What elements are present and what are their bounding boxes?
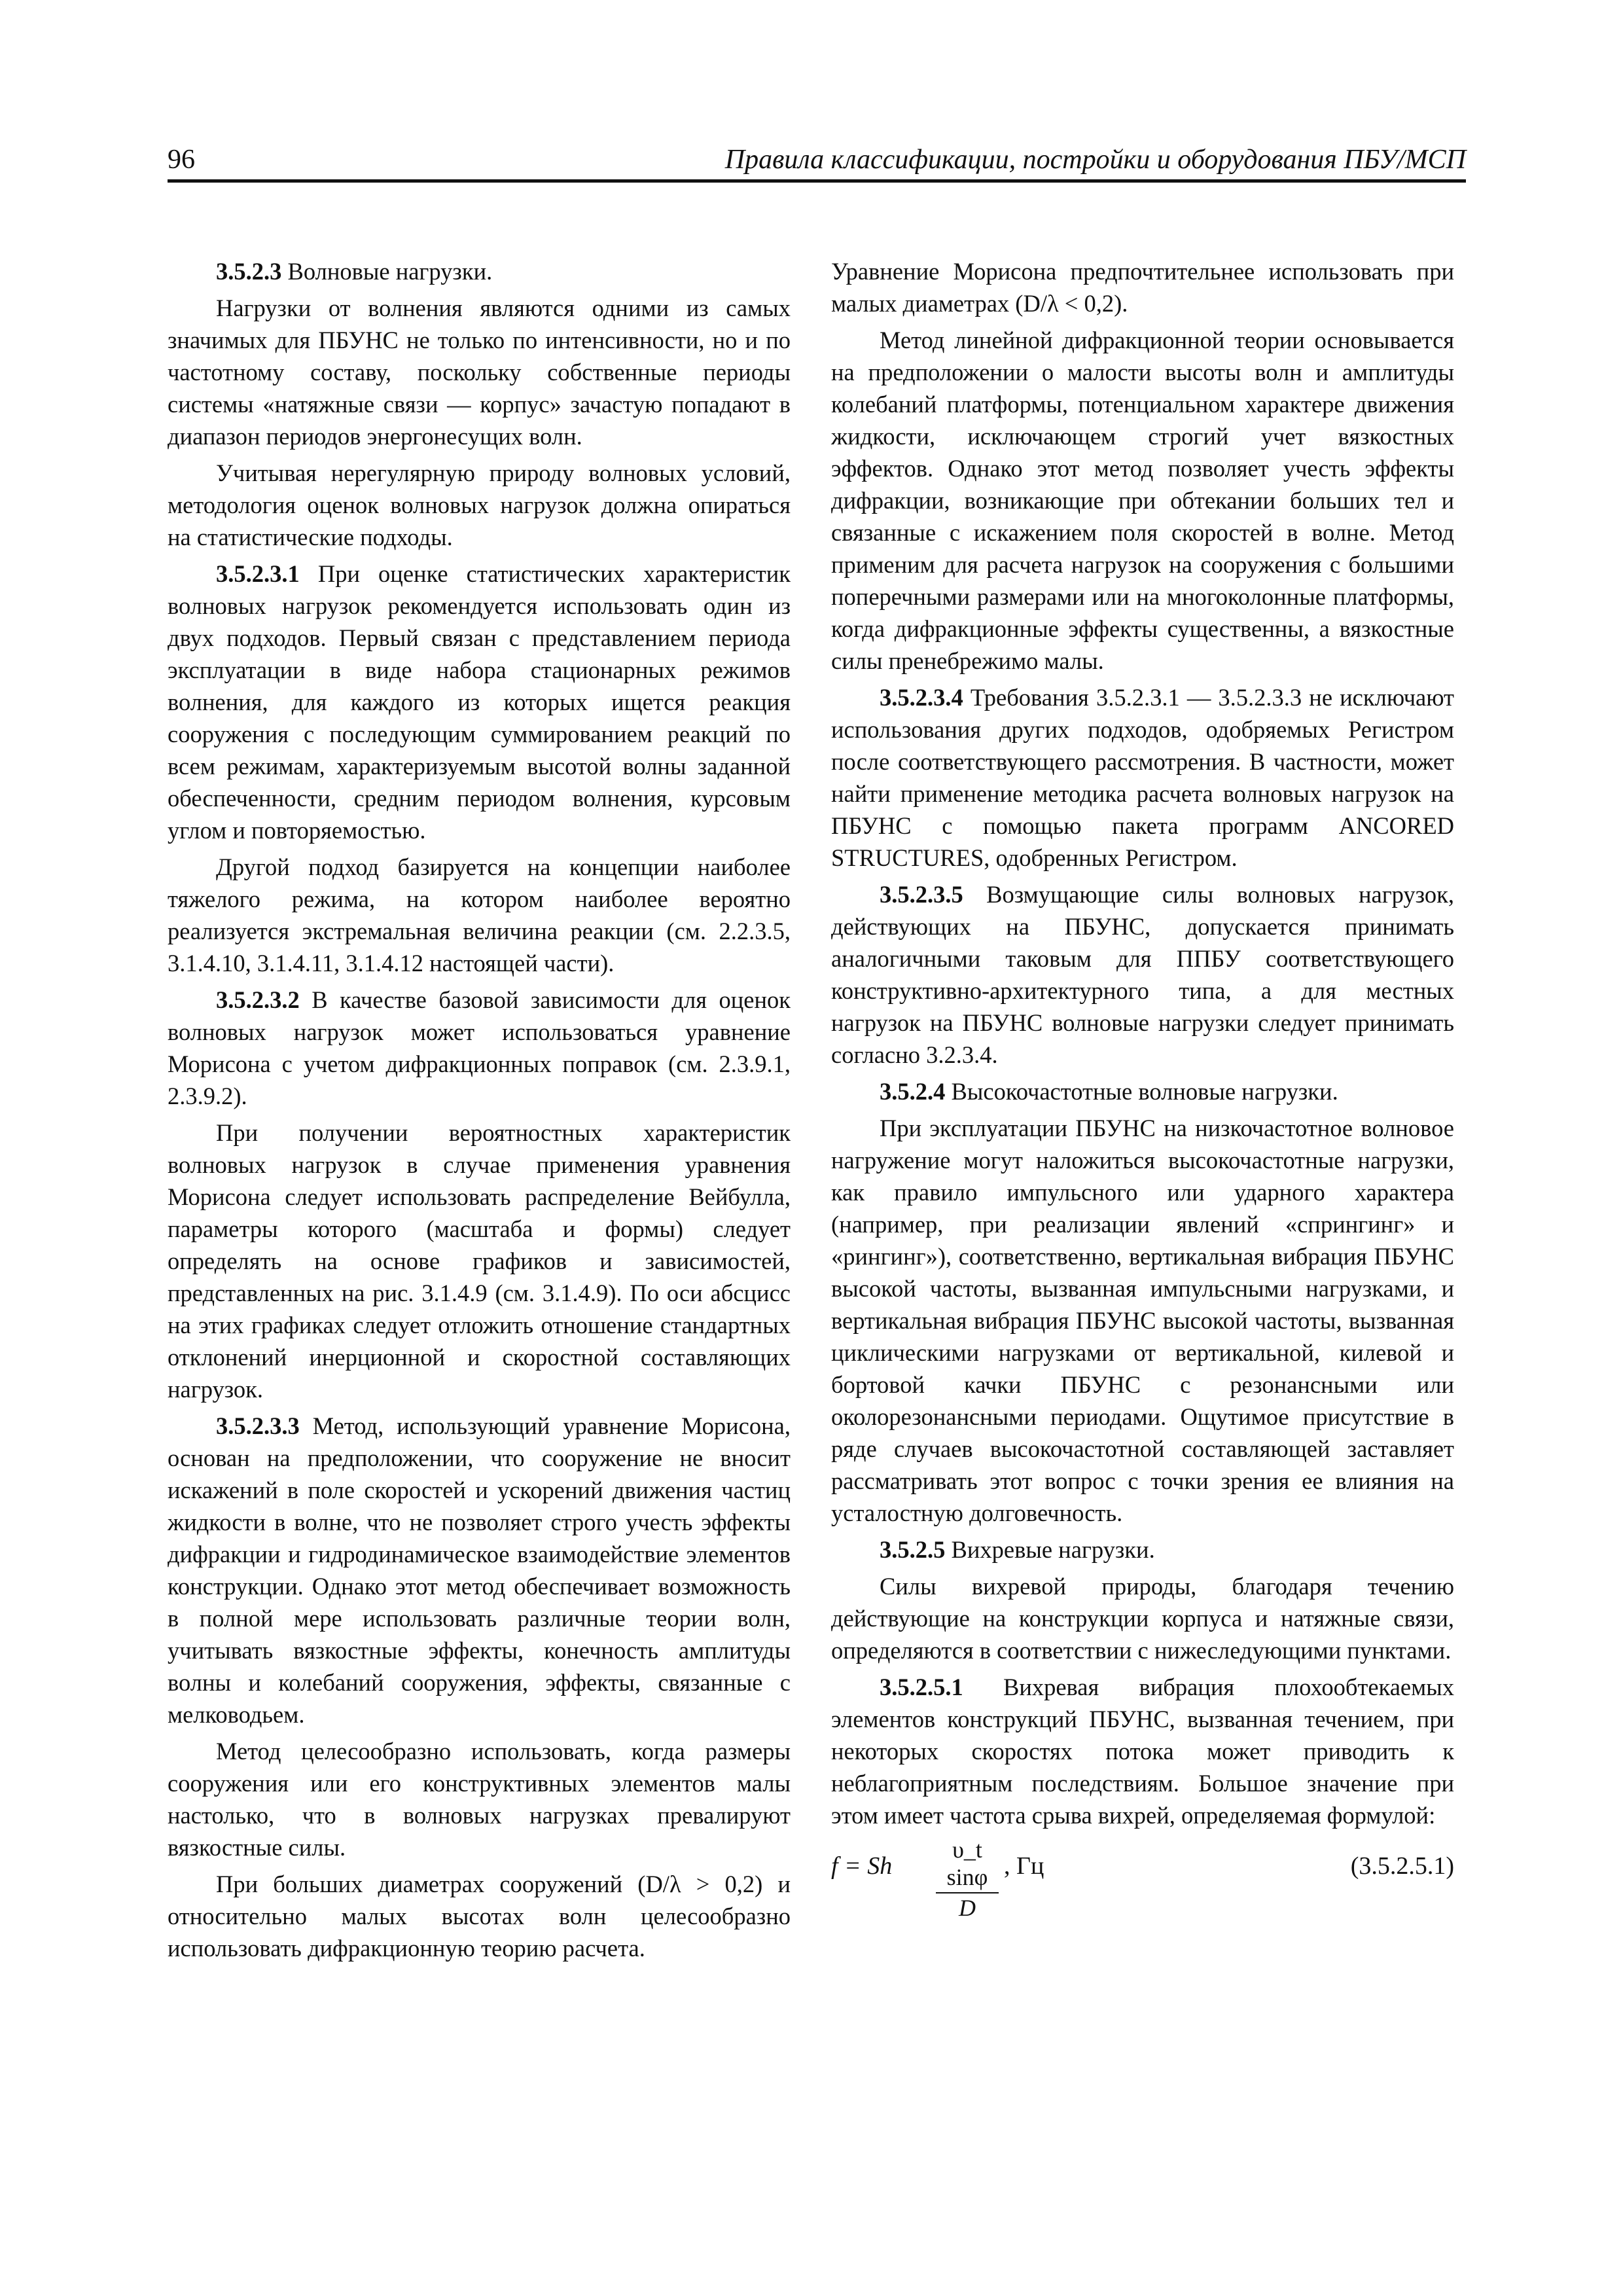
paragraph-text: Нагрузки от волнения являются одними из самых значимых для ПБУНС не только по интенсивности, но и по частотному составу, поскольку собственные периоды системы «натяжные связи — корпус» зачастую попадают в диапазон периодов энергонесущих волн. <box>168 295 791 450</box>
page-header <box>168 139 1466 181</box>
paragraph <box>831 878 1454 1071</box>
formula-number: (3.5.2.5.1) <box>1350 1852 1454 1880</box>
running-title: Правила классификации, постройки и оборудования ПБУ/МСП <box>724 145 1466 175</box>
paragraph <box>168 1117 791 1405</box>
paragraph <box>831 1112 1454 1529</box>
paragraph-text: Метод целесообразно использовать, когда размеры сооружения или его конструктивных элементов малы настолько, что в волновых нагрузках превалируют вязкостные силы. <box>168 1738 791 1861</box>
header-rule <box>168 179 1466 183</box>
paragraph <box>831 1075 1454 1107</box>
section-number: 3.5.2.3.2 <box>216 986 300 1013</box>
paragraph <box>168 1410 791 1731</box>
paragraph-text: Уравнение Морисона предпочтительнее использовать при малых диаметрах (D/λ < 0,2). <box>831 258 1454 317</box>
right-column <box>831 255 1454 1921</box>
paragraph-text: Высокочастотные волновые нагрузки. <box>945 1078 1338 1105</box>
paragraph-text: Метод линейной дифракционной теории основывается на предположении о малости высоты волн и амплитуды колебаний платформы, потенциальном характере движения жидкости, исключающем строгий учет вязкостных эффектов. Однако этот метод позволяет учесть эффекты дифракции, возникающие при обтекании больших тел и связанные с искажением поля скоростей в волне. Метод применим для расчета нагрузок на сооружения с большими поперечными размерами или на многоколонные платформы, когда дифракционные эффекты существенны, а вязкостные силы пренебрежимо малы. <box>831 327 1454 674</box>
paragraph-text: Требования 3.5.2.3.1 — 3.5.2.3.3 не исключают использования других подходов, одобряемых Регистром после соответствующего рассмотрения. В частности, может найти применение методика расчета волновых нагрузок на ПБУНС с помощью пакета программ ANCORED STRUCTURES, одобренных Регистром. <box>831 684 1454 871</box>
formula-fraction <box>936 1836 999 1921</box>
formula-unit: , Гц <box>1004 1852 1044 1880</box>
paragraph-text: При больших диаметрах сооружений (D/λ > 0,2) и относительно малых высотах волн целесообразно использовать дифракционную теорию расчета. <box>168 1871 791 1962</box>
formula-denominator: D <box>959 1895 976 1921</box>
paragraph <box>168 558 791 846</box>
paragraph-text: Силы вихревой природы, благодаря течению действующие на конструкции корпуса и натяжные связи, определяются в соответствии с нижеследующими пунктами. <box>831 1573 1454 1664</box>
section-number: 3.5.2.3.3 <box>216 1412 300 1439</box>
section-number: 3.5.2.4 <box>880 1078 946 1105</box>
right-column-paragraphs <box>831 255 1454 1831</box>
paragraph <box>831 324 1454 677</box>
paragraph-text: При оценке статистических характеристик волновых нагрузок рекомендуется использовать один из двух подходов. Первый связан с представлением периода эксплуатации в виде набора стационарных режимов волнения, для каждого из которых ищется реакция сооружения с последующим суммированием реакций по всем режимам, характеризуемым высотой волны заданной обеспеченности, средним периодом волнения, курсовым углом и повторяемостью. <box>168 560 791 844</box>
left-column <box>168 255 791 1969</box>
section-number: 3.5.2.3.1 <box>216 560 300 587</box>
paragraph <box>831 1671 1454 1831</box>
fraction-bar <box>936 1892 999 1893</box>
paragraph <box>168 851 791 979</box>
paragraph <box>831 1534 1454 1566</box>
paragraph <box>168 255 791 287</box>
paragraph-text: Вихревые нагрузки. <box>945 1536 1155 1563</box>
paragraph <box>831 255 1454 319</box>
paragraph <box>168 292 791 452</box>
paragraph-text: При эксплуатации ПБУНС на низкочастотное волновое нагружение могут наложиться высокочастотные нагрузки, как правило импульсного или ударного характера (например, при реализации явлений «спрингинг» и «рингинг»), соответственно, вертикальная вибрация ПБУНС высокой частоты, вызванная импульсными нагрузками, и вертикальная вибрация ПБУНС высокой частоты, вызванная циклическими нагрузками от вертикальной, килевой и бортовой качки ПБУНС с резонансными или околорезонансными периодами. Ощутимое присутствие в ряде случаев высокочастотной составляющей заставляет рассматривать этот вопрос с точки зрения ее влияния на усталостную долговечность. <box>831 1115 1454 1526</box>
page-number: 96 <box>168 145 195 175</box>
formula-lhs: f = Sh <box>831 1852 893 1880</box>
paragraph-text: Волновые нагрузки. <box>281 258 493 285</box>
paragraph <box>831 1570 1454 1666</box>
paragraph-text: В качестве базовой зависимости для оценок волновых нагрузок может использоваться уравнение Морисона с учетом дифракционных поправок (см. 2.3.9.1, 2.3.9.2). <box>168 986 791 1109</box>
paragraph-text: Возмущающие силы волновых нагрузок, действующих на ПБУНС, допускается принимать аналогичными таковым для ППБУ соответствующего конструктивно-архитектурного типа, а для местных нагрузок на ПБУНС волновые нагрузки следует принимать согласно 3.2.3.4. <box>831 881 1454 1068</box>
section-number: 3.5.2.3.5 <box>880 881 963 908</box>
section-number: 3.5.2.3 <box>216 258 282 285</box>
paragraph <box>168 1868 791 1964</box>
paragraph <box>168 457 791 553</box>
section-number: 3.5.2.5.1 <box>880 1674 963 1700</box>
paragraph-text: Вихревая вибрация плохообтекаемых элементов конструкций ПБУНС, вызванная течением, при некоторых скоростях потока может приводить к неблагоприятным последствиям. Большое значение при этом имеет частота срыва вихрей, определяемая формулой: <box>831 1674 1454 1829</box>
paragraph <box>168 984 791 1112</box>
section-number: 3.5.2.5 <box>880 1536 946 1563</box>
paragraph-text: При получении вероятностных характеристик волновых нагрузок в случае применения уравнения Морисона следует использовать распределение Вейбулла, параметры которого (масштаба и формы) следует определять на основе графиков и зависимостей, представленных на рис. 3.1.4.9 (см. 3.1.4.9). По оси абсцисс на этих графиках следует отложить отношение стандартных отклонений инерционной и скоростной составляющих нагрузок. <box>168 1119 791 1403</box>
section-number: 3.5.2.3.4 <box>880 684 963 711</box>
paragraph <box>831 681 1454 874</box>
formula-3-5-2-5-1 <box>831 1836 1454 1921</box>
paragraph <box>168 1735 791 1863</box>
paragraph-text: Метод, использующий уравнение Морисона, основан на предположении, что сооружение не вносит искажений в поле скоростей и ускорений движения частиц жидкости в волне, что не позволяет строго учесть эффекты дифракции и гидродинамическое взаимодействие элементов конструкции. Однако этот метод обеспечивает возможность в полной мере использовать различные теории волн, учитывать вязкостные эффекты, конечность амплитуды волны и колебаний сооружения, эффекты, связанные с мелководьем. <box>168 1412 791 1728</box>
formula-numerator: υ_t sinφ <box>946 1837 988 1890</box>
paragraph-text: Другой подход базируется на концепции наиболее тяжелого режима, на котором наиболее вероятно реализуется экстремальная величина реакции (см. 2.2.3.5, 3.1.4.10, 3.1.4.11, 3.1.4.12 настоящей части). <box>168 853 791 977</box>
paragraph-text: Учитывая нерегулярную природу волновых условий, методология оценок волновых нагрузок должна опираться на статистические подходы. <box>168 459 791 550</box>
